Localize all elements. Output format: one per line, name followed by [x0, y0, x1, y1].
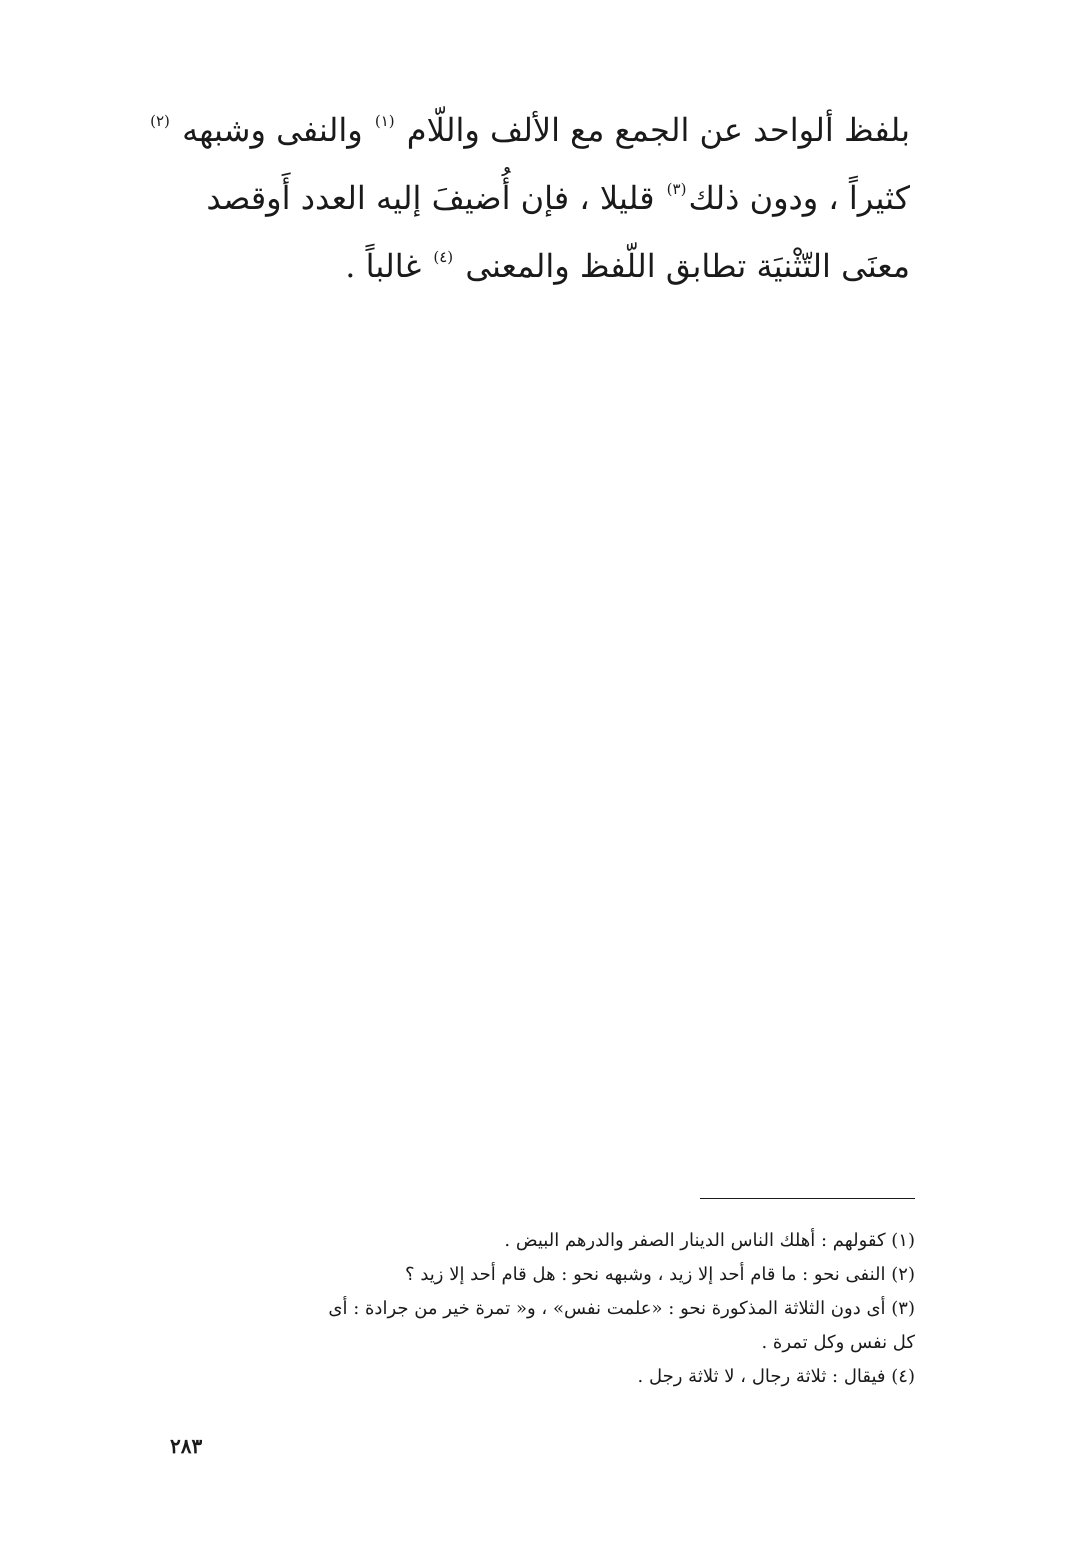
footnote-3-continued: كل نفس وكل تمرة . [761, 1332, 915, 1353]
footnote-3: (٣) أى دون الثلاثة المذكورة نحو : «علمت نفس» ، و« تمرة خير من جرادة : أى [328, 1298, 915, 1319]
text-line-2 [175, 164, 910, 232]
page-number: ٢٨٣ [170, 1434, 203, 1458]
footnote-2: (٢) النفى نحو : ما قام أحد إلا زيد ، وشبهه نحو : هل قام أحد إلا زيد ؟ [405, 1264, 915, 1285]
text-line-2-part-1: كثيراً ، ودون ذلك [688, 179, 910, 217]
text-line-1 [150, 96, 910, 164]
footnote-ref-2: (٢) [150, 112, 170, 130]
text-line-1-part-2: والنفى وشبهه [182, 111, 363, 149]
footnote-ref-4: (٤) [433, 248, 454, 266]
text-line-3-part-1: معنَى التّثْنيَة تطابق اللّفظ والمعنى [465, 247, 910, 285]
text-line-3-part-2: غالباً . [345, 247, 422, 285]
footnote-ref-3: (٣) [666, 180, 687, 198]
text-line-3 [175, 232, 910, 300]
footnote-divider [700, 1198, 915, 1199]
text-line-2-part-2: قليلا ، فإن أُضيفَ إليه العدد أَوقصد [206, 179, 655, 217]
footnote-ref-1: (١) [374, 112, 395, 130]
text-line-1-part-1: بلفظ ألواحد عن الجمع مع الألف واللّام [406, 111, 910, 149]
footnote-4: (٤) فيقال : ثلاثة رجال ، لا ثلاثة رجل . [637, 1366, 915, 1387]
main-text [150, 96, 910, 300]
footnotes [170, 1224, 915, 1394]
footnote-1: (١) كقولهم : أهلك الناس الدينار الصفر والدرهم البيض . [504, 1230, 915, 1251]
